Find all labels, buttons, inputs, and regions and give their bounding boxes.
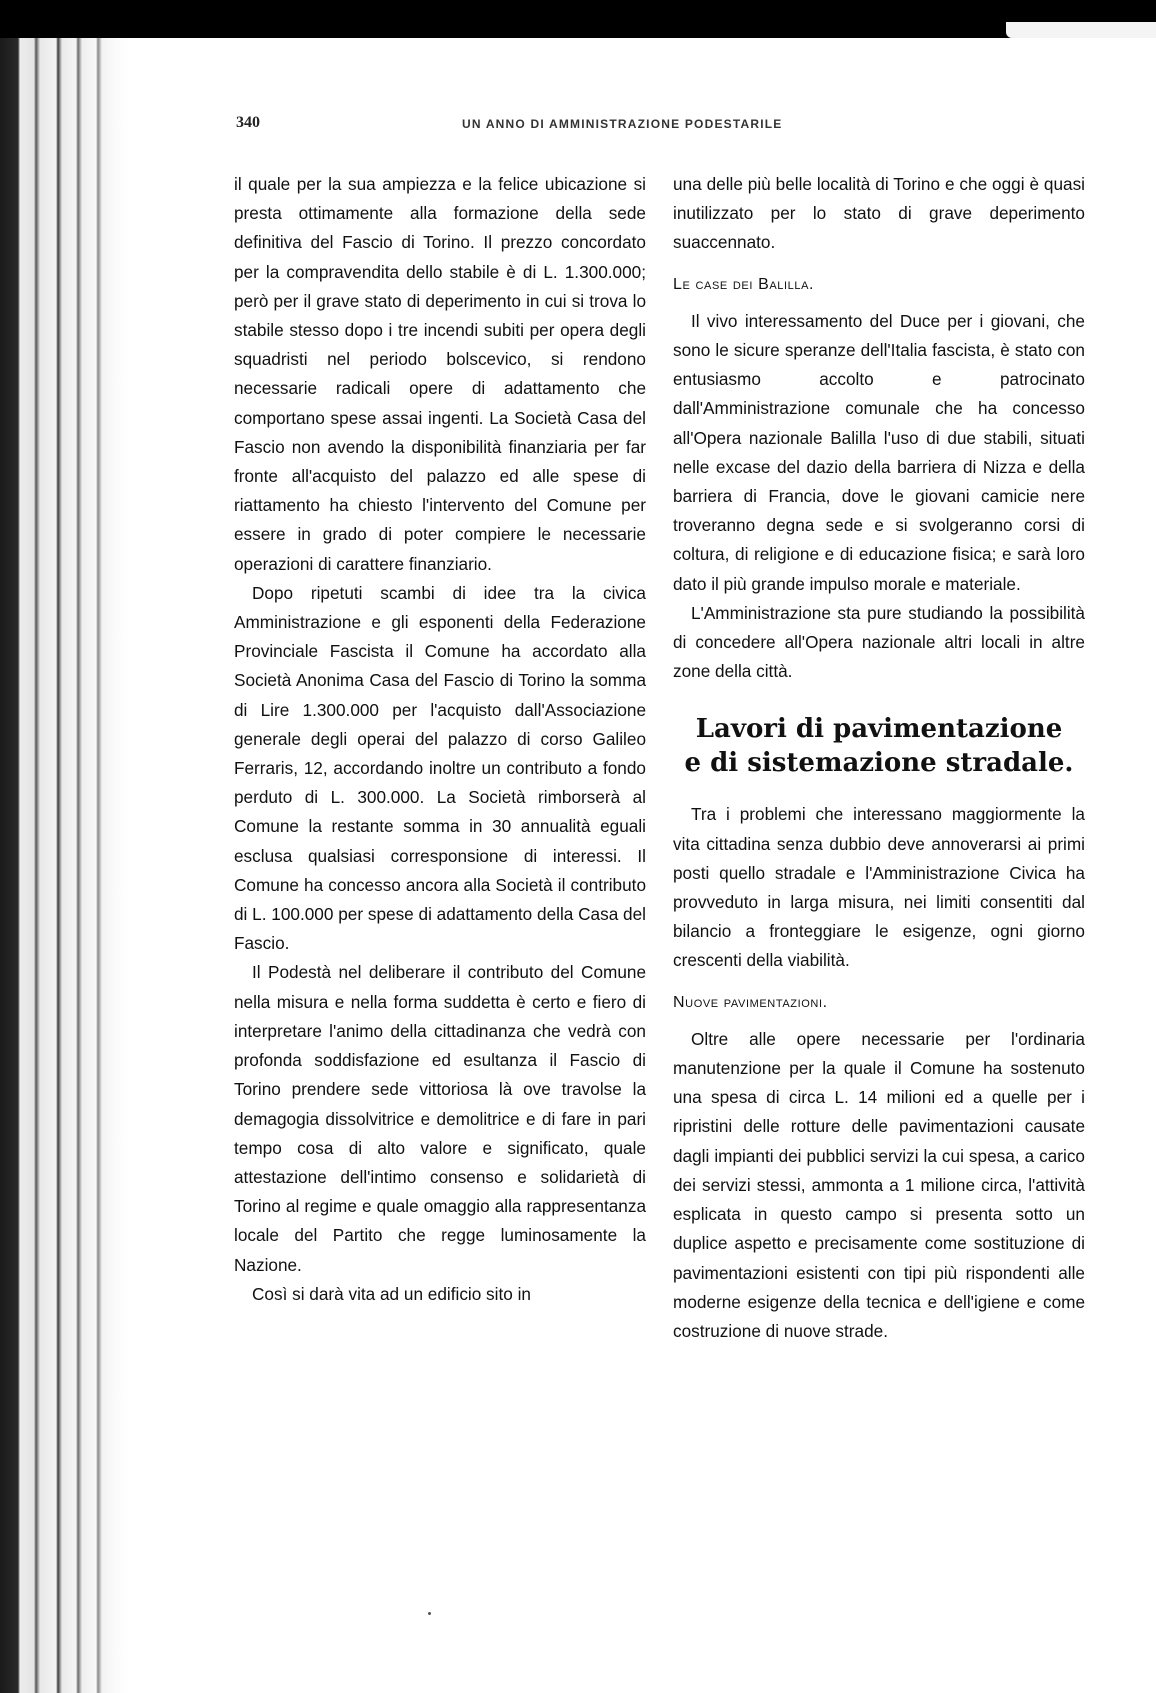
subheading-balilla: Le case dei Balilla. — [673, 275, 815, 293]
right-column — [673, 170, 1085, 1346]
scan-speck — [428, 1612, 431, 1615]
section-title — [673, 712, 1085, 780]
section-title-line2: e di sistemazione stradale. — [684, 748, 1074, 779]
scan-top-notch — [1006, 22, 1156, 38]
section-title-line1: Lavori di pavimentazione — [695, 714, 1063, 745]
scan-top-border — [0, 0, 1156, 38]
paragraph: Il vivo interessamento del Duce per i giovani, che sono le sicure speranze dell'Italia fascista, è stato con entusiasmo accolto e patrocinato dall'Amministrazione comunale che ha concesso all'Opera nazionale Balilla l'uso di due stabili, situati nelle excase del dazio della barriera di Nizza e della barriera di Francia, dove le giovani camicie nere troveranno degna sede e si svolgeranno corsi di coltura, di religione e di educazione fisica; e sarà loro dato il più grande impulso morale e materiale. — [673, 310, 1085, 594]
scan-top-right-border — [1006, 0, 1156, 22]
left-column — [234, 170, 646, 1309]
paragraph: L'Amministrazione sta pure studiando la possibilità di concedere all'Opera nazionale altri locali in altre zone della città. — [673, 602, 1085, 682]
page-header — [236, 114, 876, 144]
subheading-pavimentazioni: Nuove pavimentazioni. — [673, 993, 828, 1011]
paragraph: Così si darà vita ad un edificio sito in — [252, 1283, 531, 1304]
book-page-edges — [0, 38, 130, 1693]
paragraph: il quale per la sua ampiezza e la felice ubicazione si presta ottimamente alla formazione della sede definitiva del Fascio di Torino. Il prezzo concordato per la compravendita dello stabile è di L. 1.300.000; però per il grave stato di deperimento in cui si trova lo stabile stesso dopo i tre incendi subiti per opera degli squadristi nel periodo bolscevico, si rendono necessarie radicali opere di adattamento che comportano spese assai ingenti. La Società Casa del Fascio non avendo la disponibilità finanziaria per far fronte all'acquisto del palazzo ed alle spese di riattamento ha chiesto l'intervento del Comune per essere in grado di poter compiere le necessarie operazioni di carattere finanziario. — [234, 174, 646, 574]
page-number: 340 — [236, 114, 260, 131]
paragraph: Tra i problemi che interessano maggiormente la vita cittadina senza dubbio deve annoverarsi ai primi posti quello stradale e l'Amministrazione Civica ha provveduto in larga misura, nei limiti consentiti dal bilancio a fronteggiare le esigenze, ogni giorno crescenti della viabilità. — [673, 804, 1085, 971]
paragraph: Il Podestà nel deliberare il contributo del Comune nella misura e nella forma suddetta è certo e fiero di interpretare l'animo della cittadinanza che vedrà con profonda soddisfazione ed esultanza il Fascio di Torino prendere sede vittoriosa là ove travolse la demagogia dissolvitrice e demolitrice e di fare in pari tempo cosa di alto valore e significato, quale attestazione dell'intimo consenso e solidarietà di Torino al regime e quale omaggio alla rappresentanza locale del Partito che regge luminosamente la Nazione. — [234, 962, 646, 1275]
paragraph: una delle più belle località di Torino e che oggi è quasi inutilizzato per lo stato di grave deperimento suaccennato. — [673, 174, 1085, 253]
paragraph: Oltre alle opere necessarie per l'ordinaria manutenzione per la quale il Comune ha sostenuto una spesa di circa L. 14 milioni ed a quelle per i ripristini delle rotture delle pavimentazioni causate dagli impianti dei pubblici servizi la cui spesa, a carico dei servizi stessi, ammonta a 1 milione circa, l'attività esplicata in questo campo si presenta sotto un duplice aspetto e precisamente come sostituzione di pavimentazioni esistenti con tipi più rispondenti alle moderne esigenze della tecnica e dell'igiene e come costruzione di nuove strade. — [673, 1028, 1085, 1341]
running-head: UN ANNO DI AMMINISTRAZIONE PODESTARILE — [462, 117, 783, 131]
paragraph: Dopo ripetuti scambi di idee tra la civica Amministrazione e gli esponenti della Federazione Provinciale Fascista il Comune ha accordato alla Società Anonima Casa del Fascio di Torino la somma di Lire 1.300.000 per l'acquisto dall'Associazione generale degli operai del palazzo di corso Galileo Ferraris, 12, accordando inoltre un contributo a fondo perduto di L. 300.000. La Società rimborserà al Comune la restante somma in 30 annualità eguali esclusa qualsiasi corresponsione di interessi. Il Comune ha concesso ancora alla Società il contributo di L. 100.000 per spese di adattamento della Casa del Fascio. — [234, 582, 646, 954]
